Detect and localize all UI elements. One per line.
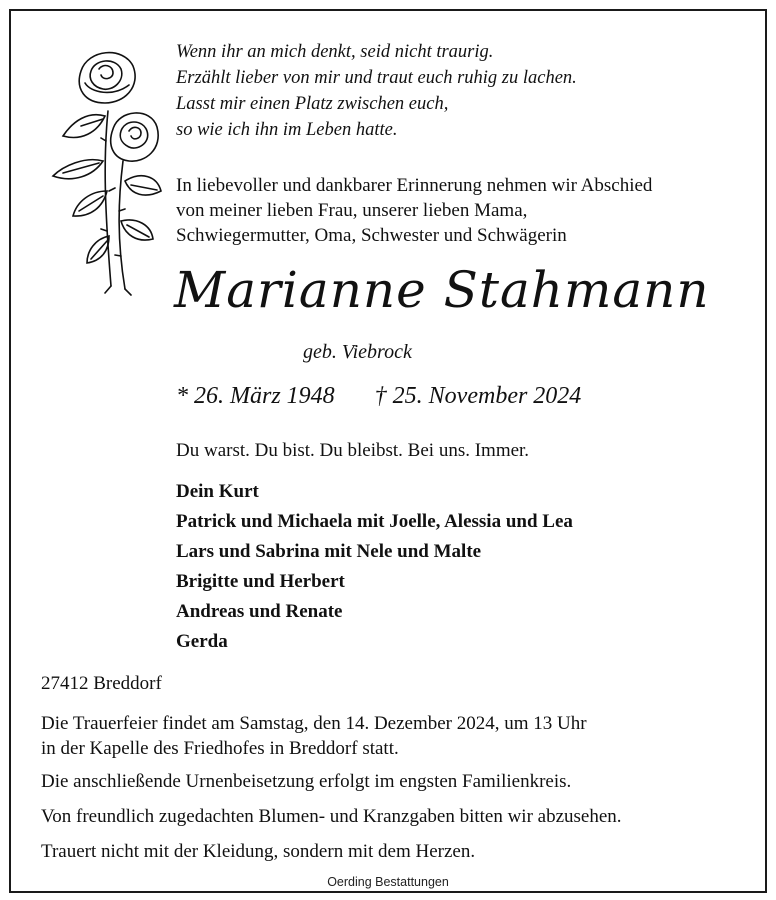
intro-line: von meiner lieben Frau, unserer lieben Mama, <box>176 200 528 221</box>
poem-line: Lasst mir einen Platz zwischen euch, <box>176 94 449 114</box>
mourners-list <box>176 477 573 657</box>
life-dates <box>176 383 581 410</box>
mourner: Dein Kurt <box>176 481 259 502</box>
intro-line: Schwiegermutter, Oma, Schwester und Schwägerin <box>176 225 567 246</box>
mourner: Brigitte und Herbert <box>176 571 345 592</box>
poem <box>176 39 577 143</box>
deceased-name: Marianne Stahmann <box>174 261 710 319</box>
mourner: Gerda <box>176 631 228 652</box>
obituary-frame <box>9 9 767 893</box>
undertaker: Oerding Bestattungen <box>327 875 449 889</box>
poem-line: Erzählt lieber von mir und traut euch ruhig zu lachen. <box>176 68 577 88</box>
place: 27412 Breddorf <box>41 673 162 694</box>
intro-text <box>176 173 652 248</box>
funeral-notes <box>41 711 761 874</box>
motto: Du warst. Du bist. Du bleibst. Bei uns. Immer. <box>176 440 530 461</box>
poem-line: Wenn ihr an mich denkt, seid nicht traurig. <box>176 42 494 62</box>
birth-date: * 26. März 1948 <box>176 383 335 409</box>
funeral-line: in der Kapelle des Friedhofes in Breddorf statt. <box>41 738 399 759</box>
intro-line: In liebevoller und dankbarer Erinnerung nehmen wir Abschied <box>176 175 653 196</box>
funeral-line: Die Trauerfeier findet am Samstag, den 14. Dezember 2024, um 13 Uhr <box>41 713 587 734</box>
funeral-info <box>41 711 761 761</box>
death-date: † 25. November 2024 <box>374 383 582 409</box>
mourning-info: Trauert nicht mit der Kleidung, sondern mit dem Herzen. <box>41 841 476 862</box>
mourner: Lars und Sabrina mit Nele und Malte <box>176 541 482 562</box>
poem-line: so wie ich ihn im Leben hatte. <box>176 120 398 140</box>
birth-name: geb. Viebrock <box>303 341 412 363</box>
mourner: Andreas und Renate <box>176 601 343 622</box>
rose-icon <box>33 41 168 301</box>
mourner: Patrick und Michaela mit Joelle, Alessia und Lea <box>176 511 573 532</box>
urn-info: Die anschließende Urnenbeisetzung erfolgt im engsten Familienkreis. <box>41 771 572 792</box>
flowers-info: Von freundlich zugedachten Blumen- und Kranzgaben bitten wir abzusehen. <box>41 806 622 827</box>
